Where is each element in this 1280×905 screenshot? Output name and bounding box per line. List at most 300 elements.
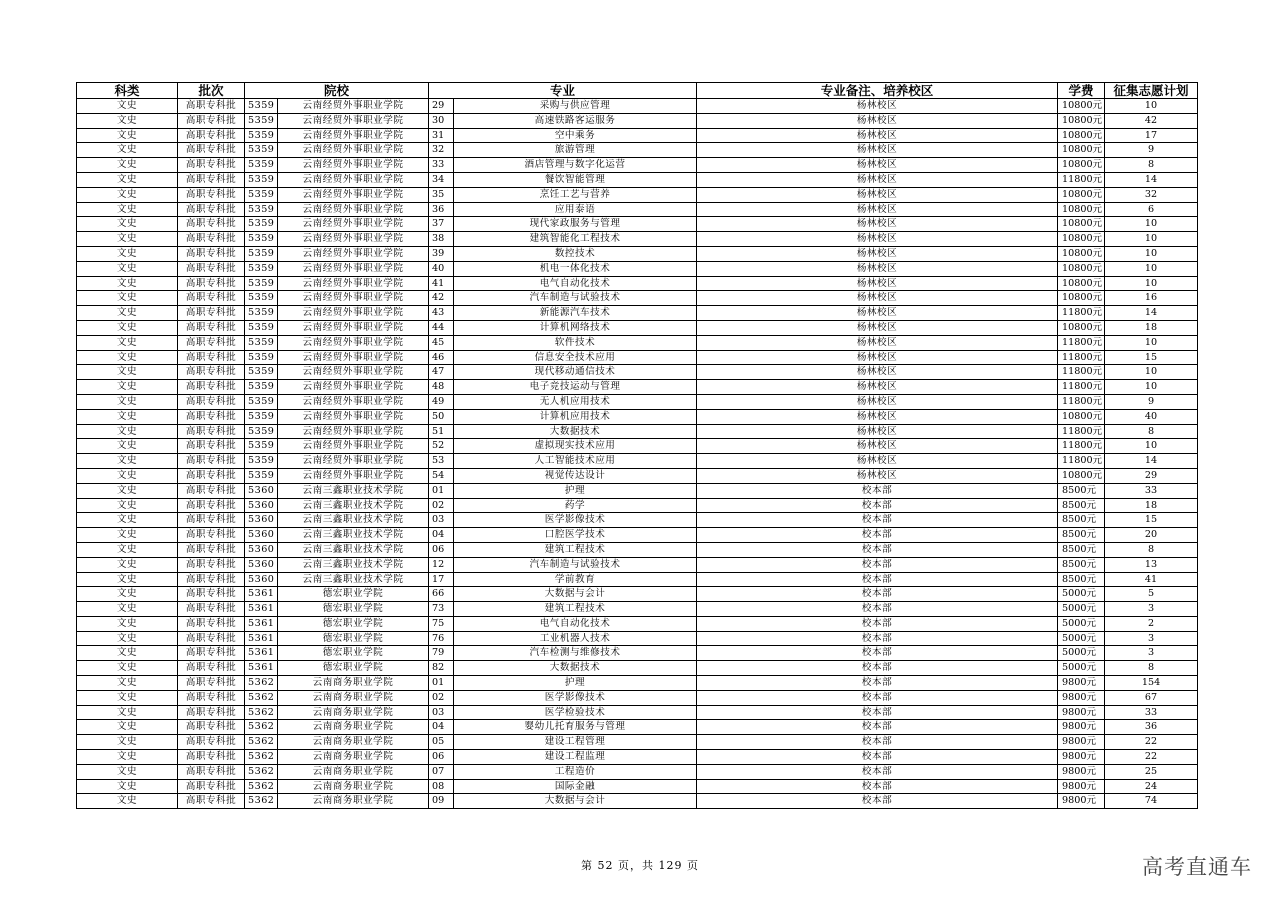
cell-school-name: 云南经贸外事职业学院 [278,320,429,335]
cell-category: 文史 [77,794,178,809]
cell-category: 文史 [77,646,178,661]
cell-category: 文史 [77,158,178,173]
cell-major-name: 高速铁路客运服务 [454,113,697,128]
cell-category: 文史 [77,350,178,365]
cell-tuition: 10800元 [1058,202,1105,217]
cell-school-name: 云南经贸外事职业学院 [278,143,429,158]
cell-batch: 高职专科批 [178,380,245,395]
table-row [77,172,1198,187]
table-row [77,202,1198,217]
cell-major-code: 73 [429,602,454,617]
enrollment-plan-table [76,82,1198,809]
table-row [77,143,1198,158]
cell-tuition: 10800元 [1058,217,1105,232]
cell-school-code: 5359 [245,409,278,424]
cell-plan-count: 14 [1105,172,1198,187]
cell-plan-count: 24 [1105,779,1198,794]
cell-major-name: 建设工程监理 [454,750,697,765]
table-body [77,99,1198,809]
cell-category: 文史 [77,365,178,380]
cell-tuition: 8500元 [1058,542,1105,557]
cell-school-name: 德宏职业学院 [278,661,429,676]
table-row [77,113,1198,128]
cell-campus: 杨林校区 [697,217,1058,232]
cell-school-code: 5362 [245,779,278,794]
cell-school-code: 5359 [245,158,278,173]
cell-batch: 高职专科批 [178,779,245,794]
cell-plan-count: 10 [1105,335,1198,350]
table-row [77,409,1198,424]
cell-category: 文史 [77,483,178,498]
table-row [77,720,1198,735]
cell-school-code: 5359 [245,113,278,128]
cell-batch: 高职专科批 [178,542,245,557]
cell-major-name: 建筑智能化工程技术 [454,232,697,247]
cell-major-name: 烹饪工艺与营养 [454,187,697,202]
cell-batch: 高职专科批 [178,764,245,779]
cell-major-code: 07 [429,764,454,779]
cell-batch: 高职专科批 [178,454,245,469]
cell-batch: 高职专科批 [178,616,245,631]
table-row [77,705,1198,720]
cell-campus: 杨林校区 [697,335,1058,350]
cell-major-code: 76 [429,631,454,646]
cell-plan-count: 18 [1105,498,1198,513]
table-row [77,291,1198,306]
header-major-notes-campus: 专业备注、培养校区 [697,83,1058,99]
cell-campus: 杨林校区 [697,394,1058,409]
cell-batch: 高职专科批 [178,409,245,424]
cell-major-name: 虚拟现实技术应用 [454,439,697,454]
cell-school-name: 云南经贸外事职业学院 [278,128,429,143]
cell-category: 文史 [77,779,178,794]
cell-campus: 杨林校区 [697,261,1058,276]
cell-batch: 高职专科批 [178,128,245,143]
cell-batch: 高职专科批 [178,365,245,380]
cell-batch: 高职专科批 [178,350,245,365]
cell-tuition: 10800元 [1058,246,1105,261]
cell-major-code: 17 [429,572,454,587]
cell-major-name: 建筑工程技术 [454,602,697,617]
cell-campus: 杨林校区 [697,232,1058,247]
cell-major-code: 32 [429,143,454,158]
cell-plan-count: 33 [1105,705,1198,720]
cell-plan-count: 17 [1105,128,1198,143]
cell-campus: 杨林校区 [697,424,1058,439]
cell-school-code: 5362 [245,764,278,779]
cell-category: 文史 [77,735,178,750]
cell-tuition: 9800元 [1058,794,1105,809]
cell-category: 文史 [77,113,178,128]
cell-campus: 校本部 [697,705,1058,720]
cell-plan-count: 41 [1105,572,1198,587]
cell-campus: 校本部 [697,513,1058,528]
cell-school-name: 云南三鑫职业技术学院 [278,557,429,572]
cell-batch: 高职专科批 [178,646,245,661]
cell-tuition: 5000元 [1058,646,1105,661]
cell-plan-count: 36 [1105,720,1198,735]
cell-category: 文史 [77,468,178,483]
table-row [77,528,1198,543]
cell-plan-count: 10 [1105,439,1198,454]
cell-tuition: 11800元 [1058,365,1105,380]
cell-tuition: 5000元 [1058,616,1105,631]
cell-school-name: 云南经贸外事职业学院 [278,380,429,395]
cell-school-code: 5362 [245,705,278,720]
cell-campus: 杨林校区 [697,202,1058,217]
table-row [77,320,1198,335]
table-row [77,513,1198,528]
cell-plan-count: 10 [1105,261,1198,276]
cell-school-code: 5359 [245,468,278,483]
cell-campus: 杨林校区 [697,350,1058,365]
cell-school-name: 云南经贸外事职业学院 [278,276,429,291]
cell-campus: 杨林校区 [697,468,1058,483]
cell-school-code: 5359 [245,439,278,454]
cell-campus: 杨林校区 [697,439,1058,454]
cell-campus: 校本部 [697,735,1058,750]
cell-major-name: 酒店管理与数字化运营 [454,158,697,173]
cell-category: 文史 [77,528,178,543]
cell-batch: 高职专科批 [178,335,245,350]
cell-plan-count: 8 [1105,424,1198,439]
cell-major-code: 06 [429,542,454,557]
cell-school-name: 云南经贸外事职业学院 [278,291,429,306]
cell-plan-count: 154 [1105,676,1198,691]
cell-batch: 高职专科批 [178,572,245,587]
cell-major-name: 现代移动通信技术 [454,365,697,380]
cell-school-code: 5360 [245,483,278,498]
cell-major-code: 33 [429,158,454,173]
cell-major-name: 旅游管理 [454,143,697,158]
cell-major-name: 空中乘务 [454,128,697,143]
cell-campus: 校本部 [697,572,1058,587]
cell-school-code: 5359 [245,291,278,306]
cell-school-name: 云南经贸外事职业学院 [278,468,429,483]
table-row [77,616,1198,631]
cell-school-name: 云南商务职业学院 [278,735,429,750]
cell-school-name: 云南商务职业学院 [278,750,429,765]
cell-batch: 高职专科批 [178,261,245,276]
cell-plan-count: 32 [1105,187,1198,202]
cell-category: 文史 [77,631,178,646]
cell-school-name: 云南经贸外事职业学院 [278,172,429,187]
cell-category: 文史 [77,99,178,114]
cell-school-code: 5359 [245,454,278,469]
cell-campus: 校本部 [697,542,1058,557]
cell-school-name: 德宏职业学院 [278,631,429,646]
cell-campus: 校本部 [697,720,1058,735]
cell-campus: 校本部 [697,616,1058,631]
table-row [77,424,1198,439]
cell-batch: 高职专科批 [178,735,245,750]
cell-tuition: 9800元 [1058,720,1105,735]
header-major: 专业 [429,83,697,99]
cell-major-code: 52 [429,439,454,454]
cell-campus: 校本部 [697,750,1058,765]
table-row [77,335,1198,350]
cell-tuition: 8500元 [1058,572,1105,587]
cell-major-code: 02 [429,690,454,705]
cell-plan-count: 74 [1105,794,1198,809]
cell-major-code: 79 [429,646,454,661]
cell-school-code: 5359 [245,306,278,321]
cell-tuition: 9800元 [1058,705,1105,720]
cell-major-name: 软件技术 [454,335,697,350]
cell-category: 文史 [77,454,178,469]
cell-school-code: 5359 [245,350,278,365]
cell-campus: 杨林校区 [697,365,1058,380]
table-row [77,394,1198,409]
cell-tuition: 11800元 [1058,454,1105,469]
cell-category: 文史 [77,542,178,557]
cell-plan-count: 22 [1105,750,1198,765]
cell-tuition: 9800元 [1058,779,1105,794]
cell-school-name: 云南三鑫职业技术学院 [278,542,429,557]
cell-category: 文史 [77,602,178,617]
cell-major-name: 婴幼儿托育服务与管理 [454,720,697,735]
table-row [77,365,1198,380]
cell-tuition: 11800元 [1058,439,1105,454]
cell-major-name: 大数据与会计 [454,587,697,602]
cell-school-code: 5359 [245,172,278,187]
cell-major-code: 01 [429,676,454,691]
cell-major-name: 餐饮智能管理 [454,172,697,187]
cell-campus: 杨林校区 [697,380,1058,395]
cell-tuition: 10800元 [1058,261,1105,276]
table-row [77,676,1198,691]
cell-school-code: 5362 [245,750,278,765]
cell-school-name: 云南经贸外事职业学院 [278,335,429,350]
cell-batch: 高职专科批 [178,690,245,705]
cell-category: 文史 [77,705,178,720]
cell-campus: 校本部 [697,483,1058,498]
cell-major-name: 护理 [454,483,697,498]
cell-school-name: 云南商务职业学院 [278,720,429,735]
cell-plan-count: 8 [1105,542,1198,557]
cell-tuition: 11800元 [1058,380,1105,395]
cell-school-code: 5360 [245,513,278,528]
cell-plan-count: 25 [1105,764,1198,779]
cell-school-code: 5360 [245,557,278,572]
cell-category: 文史 [77,690,178,705]
cell-tuition: 8500元 [1058,513,1105,528]
cell-category: 文史 [77,380,178,395]
cell-batch: 高职专科批 [178,306,245,321]
cell-tuition: 10800元 [1058,409,1105,424]
table-row [77,498,1198,513]
cell-plan-count: 9 [1105,394,1198,409]
cell-major-code: 41 [429,276,454,291]
cell-school-name: 云南三鑫职业技术学院 [278,513,429,528]
cell-tuition: 8500元 [1058,557,1105,572]
cell-tuition: 5000元 [1058,661,1105,676]
cell-major-code: 82 [429,661,454,676]
cell-tuition: 9800元 [1058,750,1105,765]
header-batch: 批次 [178,83,245,99]
cell-campus: 杨林校区 [697,409,1058,424]
cell-school-code: 5360 [245,572,278,587]
cell-plan-count: 67 [1105,690,1198,705]
cell-school-name: 云南经贸外事职业学院 [278,439,429,454]
cell-major-code: 48 [429,380,454,395]
cell-school-code: 5359 [245,246,278,261]
cell-plan-count: 14 [1105,306,1198,321]
cell-category: 文史 [77,335,178,350]
cell-campus: 校本部 [697,764,1058,779]
cell-major-name: 汽车制造与试验技术 [454,557,697,572]
table-row [77,779,1198,794]
cell-plan-count: 10 [1105,246,1198,261]
cell-tuition: 9800元 [1058,676,1105,691]
cell-school-code: 5362 [245,720,278,735]
table-row [77,646,1198,661]
cell-school-name: 云南经贸外事职业学院 [278,394,429,409]
table-row [77,276,1198,291]
cell-campus: 杨林校区 [697,291,1058,306]
cell-school-code: 5361 [245,616,278,631]
cell-major-name: 现代家政服务与管理 [454,217,697,232]
table-row [77,187,1198,202]
cell-school-code: 5360 [245,498,278,513]
cell-school-name: 云南经贸外事职业学院 [278,113,429,128]
cell-school-code: 5359 [245,365,278,380]
table-row [77,350,1198,365]
cell-school-code: 5361 [245,587,278,602]
table-row [77,631,1198,646]
cell-plan-count: 33 [1105,483,1198,498]
cell-major-code: 51 [429,424,454,439]
cell-school-name: 德宏职业学院 [278,587,429,602]
cell-batch: 高职专科批 [178,276,245,291]
cell-batch: 高职专科批 [178,794,245,809]
cell-category: 文史 [77,557,178,572]
table-row [77,454,1198,469]
cell-plan-count: 29 [1105,468,1198,483]
cell-school-code: 5362 [245,735,278,750]
cell-plan-count: 16 [1105,291,1198,306]
cell-school-code: 5359 [245,187,278,202]
cell-school-name: 云南经贸外事职业学院 [278,454,429,469]
cell-major-code: 03 [429,705,454,720]
cell-category: 文史 [77,616,178,631]
cell-school-code: 5361 [245,646,278,661]
cell-major-name: 信息安全技术应用 [454,350,697,365]
cell-major-name: 口腔医学技术 [454,528,697,543]
cell-batch: 高职专科批 [178,750,245,765]
cell-major-code: 05 [429,735,454,750]
cell-major-name: 计算机应用技术 [454,409,697,424]
cell-plan-count: 40 [1105,409,1198,424]
cell-category: 文史 [77,394,178,409]
cell-school-name: 云南经贸外事职业学院 [278,246,429,261]
cell-school-code: 5362 [245,676,278,691]
cell-tuition: 5000元 [1058,602,1105,617]
cell-campus: 校本部 [697,779,1058,794]
cell-tuition: 10800元 [1058,143,1105,158]
cell-batch: 高职专科批 [178,99,245,114]
cell-major-code: 02 [429,498,454,513]
cell-school-code: 5359 [245,335,278,350]
cell-campus: 校本部 [697,676,1058,691]
watermark-logo-text: 高考直通车 [1142,855,1252,879]
cell-major-name: 视觉传达设计 [454,468,697,483]
cell-major-name: 大数据技术 [454,661,697,676]
table-row [77,158,1198,173]
cell-major-code: 40 [429,261,454,276]
cell-plan-count: 10 [1105,365,1198,380]
cell-batch: 高职专科批 [178,394,245,409]
cell-batch: 高职专科批 [178,498,245,513]
cell-major-code: 35 [429,187,454,202]
cell-category: 文史 [77,261,178,276]
table-row [77,128,1198,143]
cell-school-name: 云南三鑫职业技术学院 [278,498,429,513]
cell-school-name: 云南经贸外事职业学院 [278,187,429,202]
table-row [77,99,1198,114]
cell-school-name: 云南三鑫职业技术学院 [278,483,429,498]
cell-school-name: 云南商务职业学院 [278,676,429,691]
cell-school-name: 云南经贸外事职业学院 [278,306,429,321]
cell-major-name: 人工智能技术应用 [454,454,697,469]
cell-plan-count: 15 [1105,513,1198,528]
cell-batch: 高职专科批 [178,631,245,646]
cell-school-name: 云南经贸外事职业学院 [278,202,429,217]
cell-batch: 高职专科批 [178,528,245,543]
cell-batch: 高职专科批 [178,113,245,128]
cell-school-code: 5359 [245,320,278,335]
cell-major-code: 36 [429,202,454,217]
cell-campus: 杨林校区 [697,276,1058,291]
cell-tuition: 9800元 [1058,735,1105,750]
cell-school-name: 云南商务职业学院 [278,690,429,705]
table-row [77,572,1198,587]
cell-batch: 高职专科批 [178,513,245,528]
cell-school-name: 云南经贸外事职业学院 [278,158,429,173]
cell-batch: 高职专科批 [178,172,245,187]
cell-tuition: 5000元 [1058,631,1105,646]
cell-major-name: 电气自动化技术 [454,276,697,291]
cell-tuition: 10800元 [1058,187,1105,202]
cell-category: 文史 [77,217,178,232]
cell-category: 文史 [77,246,178,261]
cell-plan-count: 3 [1105,646,1198,661]
table-row [77,483,1198,498]
cell-plan-count: 20 [1105,528,1198,543]
cell-batch: 高职专科批 [178,232,245,247]
cell-school-name: 云南商务职业学院 [278,794,429,809]
cell-major-name: 大数据技术 [454,424,697,439]
cell-plan-count: 42 [1105,113,1198,128]
cell-school-code: 5359 [245,424,278,439]
cell-tuition: 8500元 [1058,498,1105,513]
cell-plan-count: 13 [1105,557,1198,572]
cell-school-name: 云南三鑫职业技术学院 [278,572,429,587]
cell-category: 文史 [77,513,178,528]
cell-campus: 校本部 [697,602,1058,617]
cell-major-code: 49 [429,394,454,409]
cell-batch: 高职专科批 [178,468,245,483]
cell-school-name: 德宏职业学院 [278,602,429,617]
table-row [77,661,1198,676]
cell-major-code: 06 [429,750,454,765]
cell-category: 文史 [77,232,178,247]
cell-batch: 高职专科批 [178,187,245,202]
cell-tuition: 9800元 [1058,690,1105,705]
cell-campus: 校本部 [697,794,1058,809]
table-row [77,750,1198,765]
header-tuition: 学费 [1058,83,1105,99]
